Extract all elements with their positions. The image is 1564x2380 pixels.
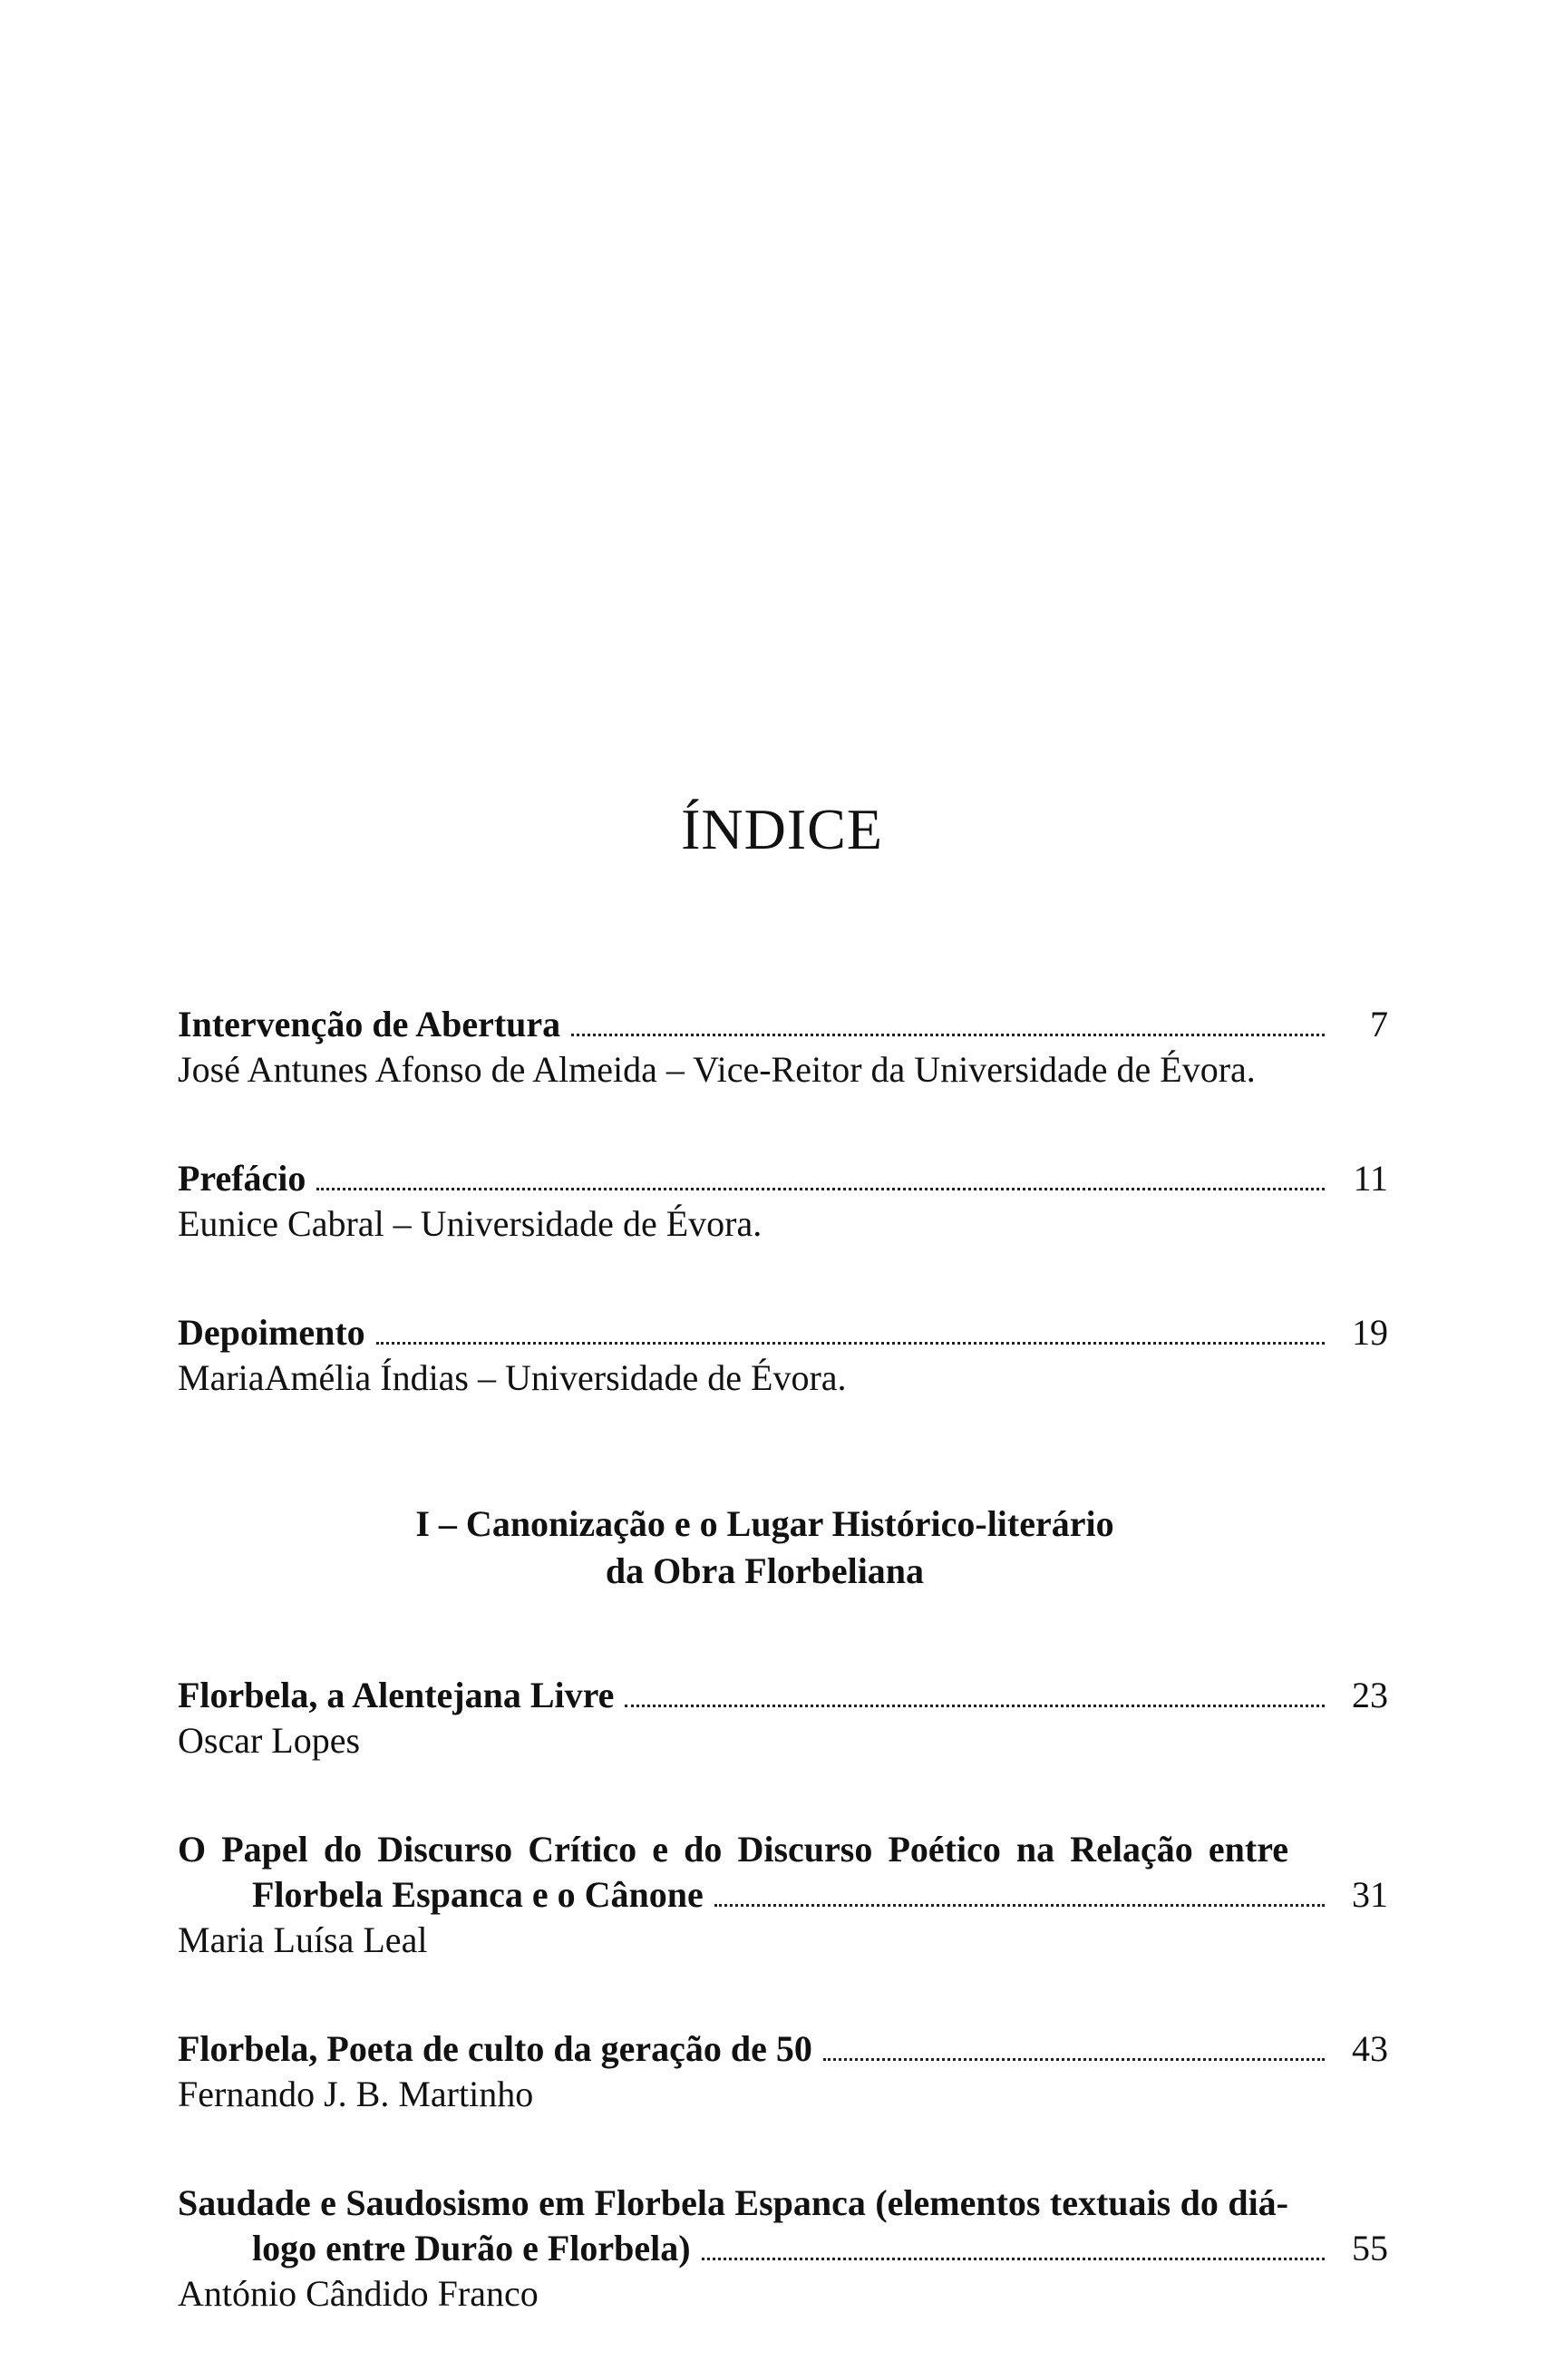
toc-entry-saudade [178,2181,1388,2317]
toc-entry-intervencao [178,1002,1388,1093]
toc-page-number: 55 [1352,2228,1388,2268]
dot-leader [714,1904,1325,1907]
toc-entry-title-row [178,1310,1388,1355]
toc-entry-author: Maria Luísa Leal [178,1919,428,1960]
toc-entry-depoimento [178,1310,1388,1401]
toc-entry-title-row [178,2026,1388,2072]
toc-entry-title-row [178,2226,1388,2271]
toc-page-number: 19 [1352,1312,1388,1353]
toc-entry-author: MariaAmélia Índias – Universidade de Évora. [178,1357,847,1398]
toc-entry-title: Prefácio [178,1158,306,1199]
section-heading [178,1501,1388,1595]
toc-entry-title: Florbela, Poeta de culto da geração de 50 [178,2028,812,2069]
dot-leader [376,1342,1325,1345]
toc-entry-papel-discurso [178,1827,1388,1963]
dot-leader [702,2258,1325,2260]
toc-entry-title-line-2: Florbela Espanca e o Cânone [252,1874,704,1915]
toc-entry-author: António Cândido Franco [178,2273,539,2314]
dot-leader [316,1188,1325,1190]
toc-entry-author: Oscar Lopes [178,1720,361,1761]
toc-page-number: 23 [1352,1675,1388,1715]
toc-entry-author: José Antunes Afonso de Almeida – Vice-Reitor da Universidade de Évora. [178,1049,1256,1090]
toc-entry-alentejana [178,1673,1388,1763]
toc-entry-title-line-1: O Papel do Discurso Crítico e do Discurso Poético na Relação entre [178,1829,1288,1870]
toc-entry-author: Eunice Cabral – Universidade de Évora. [178,1203,763,1244]
section-heading-line-2: da Obra Florbeliana [605,1550,925,1591]
toc-entry-title-row [178,1156,1388,1201]
toc-page-number: 31 [1352,1874,1388,1915]
page-title: ÍNDICE [681,797,883,861]
section-heading-line-1: I – Canonização e o Lugar Histórico-literário [415,1503,1114,1544]
toc-entry-title-line-2: logo entre Durão e Florbela) [252,2228,691,2268]
dot-leader [571,1034,1325,1036]
toc-entry-title-row [178,1872,1388,1918]
table-of-contents [178,1002,1388,2380]
toc-entry-title: Intervenção de Abertura [178,1004,561,1044]
toc-entry-title: Florbela, a Alentejana Livre [178,1675,615,1715]
toc-entry-poeta-culto [178,2026,1388,2117]
dot-leader [625,1705,1325,1707]
toc-entry-title-line-1: Saudade e Saudosismo em Florbela Espanca (elementos textuais do diá- [178,2182,1288,2223]
toc-page-number: 7 [1370,1004,1388,1044]
toc-entry-title-row [178,1673,1388,1718]
toc-entry-author: Fernando J. B. Martinho [178,2074,534,2114]
toc-entry-title-row [178,1002,1388,1047]
toc-page-number: 43 [1352,2028,1388,2069]
toc-entry-title: Depoimento [178,1312,365,1353]
toc-page-number: 11 [1353,1158,1388,1199]
dot-leader [823,2058,1325,2061]
toc-entry-prefacio [178,1156,1388,1247]
